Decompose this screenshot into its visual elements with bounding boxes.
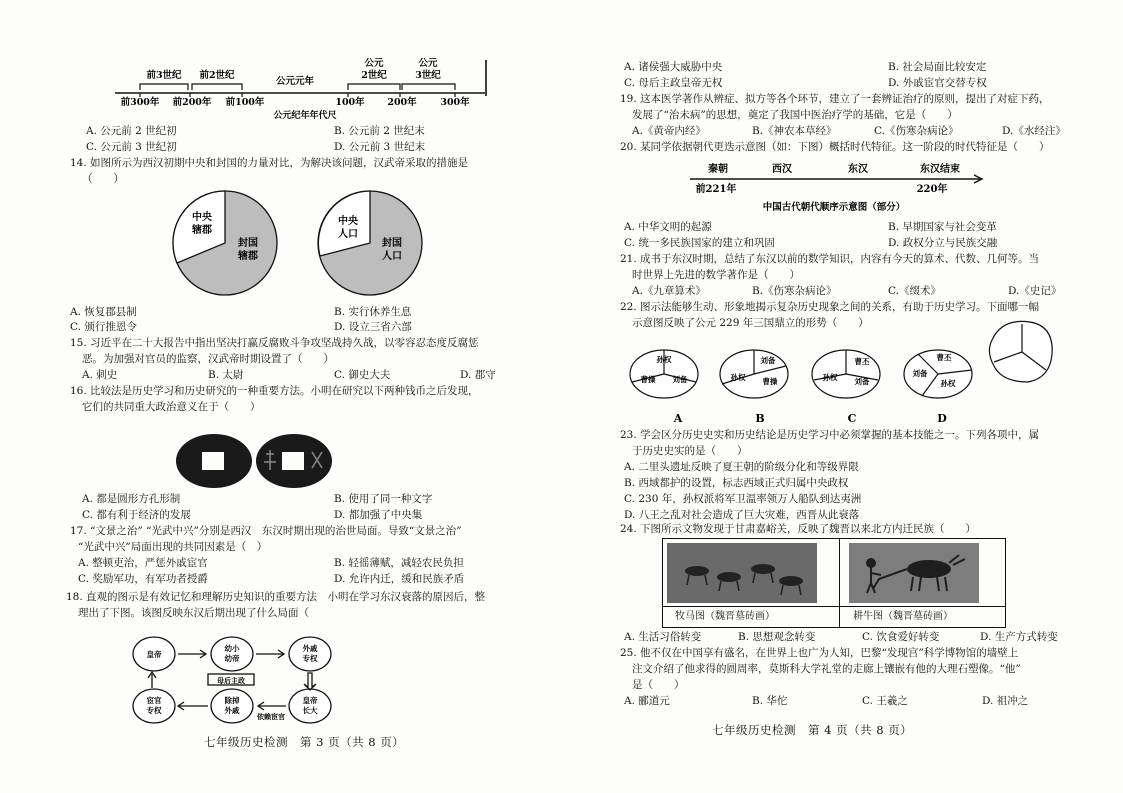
pie-option-label[interactable]: D — [937, 412, 947, 425]
question-25-line2: 注文介绍了他求得的圆周率，莫斯科大学礼堂的走廊上镶嵌有他的大理石塑像。“他” — [632, 663, 1021, 675]
option-d[interactable]: D.《史记》 — [1008, 285, 1062, 297]
pie-label: 中央 — [338, 216, 358, 227]
dynasty-label: 秦朝 — [708, 164, 728, 175]
question-14-blank: （ ） — [82, 173, 124, 185]
option-b[interactable]: B. 华佗 — [752, 695, 788, 707]
question-24: 24. 下图所示文物发现于甘肃嘉峪关，反映了魏晋以来北方内迁民族（ ） — [620, 523, 977, 535]
relief-images-box — [662, 538, 1006, 628]
pie-label: 刘备 — [672, 375, 688, 384]
option-a[interactable]: A. 刺史 — [82, 369, 118, 381]
option-b[interactable]: B.《神农本草经》 — [752, 125, 837, 137]
dynasty-timeline — [682, 158, 992, 214]
option-c[interactable]: C. 颁行推恩令 — [70, 321, 137, 333]
option-d[interactable]: D. 八王之乱对社会造成了巨大灾难，西晋从此衰落 — [624, 509, 860, 521]
option-d[interactable]: D. 政权分立与民族交融 — [888, 237, 998, 249]
question-14: 14. 如图所示为西汉初期中央和封国的力量对比，为解决该问题，汉武帝采取的措施是 — [70, 157, 469, 169]
question-22-line2: 示意图反映了公元 229 年三国鼎立的形势（ ） — [632, 317, 869, 329]
timeline-label: 3世纪 — [415, 70, 441, 81]
option-d[interactable]: D. 设立三省六部 — [334, 321, 412, 333]
option-a[interactable]: A.《九章算术》 — [632, 285, 706, 297]
pie-label: 人口 — [338, 229, 358, 240]
timeline-tick: 前200年 — [172, 97, 212, 108]
pie-option-label[interactable]: C — [847, 412, 857, 425]
option-c[interactable]: C. 御史大夫 — [334, 369, 391, 381]
cycle-label: 母后主政 — [217, 676, 245, 685]
cycle-node: 除掉 — [224, 696, 240, 705]
image-caption: 耕牛图（魏晋墓砖画） — [853, 611, 953, 622]
pie-label: 孙权 — [730, 373, 746, 382]
option-a[interactable]: A. 公元前 2 世纪初 — [86, 125, 177, 137]
dynasty-label: 东汉结束 — [920, 164, 960, 175]
option-d[interactable]: D. 郡守 — [460, 369, 496, 381]
pie-label: 曹操 — [762, 377, 778, 386]
pie-label: 封国 — [238, 238, 258, 249]
option-d[interactable]: D. 生产方式转变 — [980, 631, 1058, 643]
question-22: 22. 图示法能够生动、形象地揭示复杂历史现象之间的关系，有助于历史学习。下面哪一幅 — [620, 301, 1040, 313]
timeline-caption: 公元纪年年代尺 — [273, 111, 337, 120]
question-23: 23. 学会区分历史史实和历史结论是历史学习中必须掌握的基本技能之一。下列各项中，属 — [620, 429, 1040, 441]
option-b[interactable]: B. 公元前 2 世纪末 — [334, 125, 425, 137]
pie-option-label[interactable]: B — [755, 412, 765, 425]
page-footer: 七年级历史检测 第 4 页（共 8 页） — [712, 723, 913, 737]
cycle-node: 皇帝 — [302, 696, 318, 705]
option-d[interactable]: D. 外戚宦官交替专权 — [888, 77, 987, 89]
question-16-line2: 它们的共同重大政治意义在于（ ） — [82, 401, 261, 413]
pie-label: 刘备 — [760, 356, 776, 365]
cycle-node: 长大 — [302, 706, 318, 715]
question-18-line2: 理出了下图。该图反映东汉后期出现了什么局面（ — [78, 607, 309, 619]
option-c[interactable]: C. 都有利于经济的发展 — [82, 509, 191, 521]
timeline-label: 公元元年 — [275, 76, 315, 87]
question-19: 19. 这本医学著作从辨症、拟方等各个环节，建立了一套辨证治疗的原则，提出了对症下药， — [620, 93, 1050, 105]
pie-label: 孙权 — [940, 379, 956, 388]
option-b[interactable]: B. 早期国家与社会变革 — [888, 221, 997, 233]
three-kingdoms-pies — [622, 318, 1062, 430]
question-21-line2: 时世界上先进的数学著作是（ ） — [632, 269, 800, 281]
option-c[interactable]: C. 饮食爱好转变 — [862, 631, 940, 643]
option-c[interactable]: C. 公元前 3 世纪初 — [86, 141, 177, 153]
dynasty-year: 220年 — [916, 184, 948, 195]
question-25: 25. 他不仅在中国享有盛名，在世界上也广为人知，巴黎“发现宫”科学博物馆的墙壁上 — [620, 647, 1019, 659]
pie-label: 曹丕 — [936, 353, 952, 362]
option-c[interactable]: C.《伤寒杂病论》 — [874, 125, 959, 137]
cycle-node: 外戚 — [302, 644, 318, 653]
option-b[interactable]: B. 轻徭薄赋，减轻农民负担 — [334, 557, 464, 569]
option-c[interactable]: C. 母后主政皇帝无权 — [624, 77, 723, 89]
option-a[interactable]: A. 郦道元 — [624, 695, 670, 707]
pie-label: 孙权 — [822, 373, 838, 382]
pie-option-label[interactable]: A — [673, 412, 683, 425]
option-a[interactable]: A. 恢复郡县制 — [70, 306, 137, 318]
option-c[interactable]: C. 统一多民族国家的建立和巩固 — [624, 237, 775, 249]
power-pie-charts — [170, 190, 440, 302]
option-a[interactable]: A. 中华文明的起源 — [624, 221, 712, 233]
option-c[interactable]: C. 奖励军功，有军功者授爵 — [78, 573, 208, 585]
timeline-diagram — [100, 58, 500, 120]
timeline-label: 前3世纪 — [146, 70, 182, 81]
pie-label: 中央 — [192, 212, 212, 223]
cycle-diagram — [128, 632, 338, 724]
option-c[interactable]: C. 王羲之 — [862, 695, 908, 707]
cycle-node: 外戚 — [224, 706, 240, 715]
question-17-line2: “光武中兴”局面出现的共同因素是（ ） — [78, 541, 268, 553]
option-b[interactable]: B.《伤寒杂病论》 — [752, 285, 837, 297]
dynasty-year: 前221年 — [695, 184, 737, 195]
coins-image — [176, 432, 336, 490]
dynasty-label: 东汉 — [848, 164, 868, 175]
pie-label: 辖郡 — [192, 225, 212, 236]
pie-label: 辖郡 — [238, 251, 258, 262]
option-a[interactable]: A.《黄帝内经》 — [632, 125, 706, 137]
timeline-tick: 前300年 — [120, 97, 160, 108]
option-b[interactable]: B. 实行休养生息 — [334, 306, 412, 318]
timeline-label: 2世纪 — [361, 70, 387, 81]
option-d[interactable]: D. 祖冲之 — [982, 695, 1029, 707]
cycle-node: 幼小 — [224, 644, 240, 653]
cycle-node: 专权 — [302, 654, 318, 663]
option-d[interactable]: D. 允许内迁，缓和民族矛盾 — [334, 573, 465, 585]
option-a[interactable]: A. 整顿吏治，严惩外戚宦官 — [78, 557, 208, 569]
cycle-node: 宦官 — [146, 696, 162, 705]
cycle-node: 幼帝 — [224, 654, 240, 663]
question-20: 20. 某同学依据朝代更迭示意图（如：下图）概括时代特征。这一阶段的时代特征是（ ） — [620, 141, 1050, 153]
option-b[interactable]: B. 西域都护的设置，标志西域正式归属中央政权 — [624, 477, 849, 489]
option-b[interactable]: B. 思想观念转变 — [738, 631, 816, 643]
page-footer: 七年级历史检测 第 3 页（共 8 页） — [204, 735, 405, 749]
question-18: 18. 直观的图示是有效记忆和理解历史知识的重要方法 小明在学习东汉衰落的原因后，整 — [66, 591, 486, 603]
timeline-tick: 100年 — [335, 97, 365, 108]
option-b[interactable]: B. 社会局面比较安定 — [888, 61, 987, 73]
timeline-label: 前2世纪 — [199, 70, 235, 81]
cycle-node: 专权 — [146, 706, 162, 715]
herding-relief-image — [667, 543, 817, 603]
timeline-label: 公元 — [364, 58, 384, 69]
question-19-line2: 发展了“治未病”的思想，奠定了我国中医治疗学的基础，它是（ ） — [632, 109, 958, 121]
pie-label: 刘备 — [854, 377, 870, 386]
pie-label: 刘备 — [912, 369, 928, 378]
option-d[interactable]: D. 公元前 3 世纪末 — [334, 141, 426, 153]
question-16: 16. 比较法是历史学习和历史研究的一种重要方法。小明在研究以下两种钱币之后发现， — [70, 385, 479, 397]
timeline-tick: 前100年 — [225, 97, 265, 108]
option-a[interactable]: A. 都是圆形方孔形制 — [82, 493, 181, 505]
cycle-label: 依赖宦官 — [257, 712, 285, 721]
question-17: 17. “文景之治” “光武中兴”分别是西汉 东汉时期出现的治世局面。导致“文景之治” — [70, 525, 462, 537]
option-a[interactable]: A. 二里头遗址反映了夏王朝的阶级分化和等级界限 — [624, 461, 859, 473]
cycle-node: 皇帝 — [146, 650, 162, 659]
option-b[interactable]: B. 太尉 — [208, 369, 244, 381]
option-d[interactable]: D.《水经注》 — [1002, 125, 1066, 137]
timeline-tick: 300年 — [440, 97, 470, 108]
plowing-relief-image — [849, 543, 979, 603]
pie-label: 封国 — [382, 238, 402, 249]
question-15-line2: 恶。为加强对官员的监察，汉武帝时期设置了（ ） — [82, 353, 334, 365]
pie-label: 曹操 — [640, 375, 656, 384]
question-21: 21. 成书于东汉时期，总结了东汉以前的数学知识，内容有今天的算术、代数、几何等。当 — [620, 253, 1040, 265]
pie-label: 人口 — [382, 251, 402, 262]
option-a[interactable]: A. 诸侯强大威胁中央 — [624, 61, 723, 73]
option-c[interactable]: C.《缀术》 — [888, 285, 941, 297]
timeline-label: 公元 — [418, 58, 438, 69]
pie-label: 孙权 — [656, 355, 672, 364]
question-15: 15. 习近平在二十大报告中指出坚决打赢反腐败斗争攻坚战持久战，以零容忍态度反腐惩 — [70, 337, 479, 349]
option-d[interactable]: D. 都加强了中央集 — [334, 509, 423, 521]
pie-label: 曹丕 — [854, 357, 870, 366]
option-a[interactable]: A. 生活习俗转变 — [624, 631, 702, 643]
timeline-tick: 200年 — [387, 97, 417, 108]
dynasty-label: 西汉 — [772, 164, 792, 175]
question-23-line2: 于历史史实的是（ ） — [632, 445, 748, 457]
dynasty-caption: 中国古代朝代顺序示意图（部分） — [762, 202, 906, 213]
option-b[interactable]: B. 使用了同一种文字 — [334, 493, 433, 505]
image-caption: 牧马图（魏晋墓砖画） — [675, 611, 775, 622]
question-25-line3: 是（ ） — [632, 679, 685, 691]
option-c[interactable]: C. 230 年，孙权派将军卫温率领万人船队到达夷洲 — [624, 493, 862, 505]
